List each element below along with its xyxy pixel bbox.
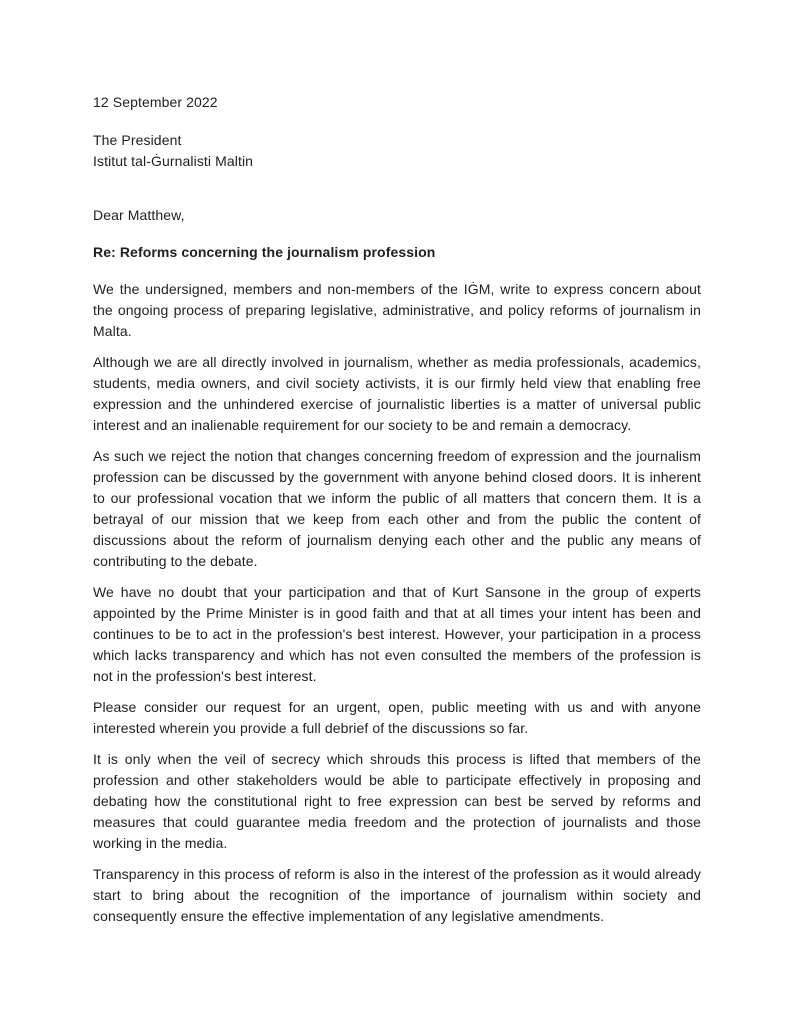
body-paragraph: Transparency in this process of reform is also in the interest of the profession as it would already start to bring about the recognition of the importance of journalism within society and consequently ensure the effective implementation of any legislative amendments. bbox=[93, 866, 701, 924]
body-paragraph: Please consider our request for an urgent, open, public meeting with us and with anyone interested wherein you provide a full debrief of the discussions so far. bbox=[93, 699, 701, 736]
recipient-block bbox=[93, 130, 701, 172]
recipient-title: The President bbox=[93, 132, 182, 148]
body-paragraph: We have no doubt that your participation and that of Kurt Sansone in the group of experts appointed by the Prime Minister is in good faith and that at all times your intent has been and continues to be to act in the profession's best interest. However, your participation in a process which lacks transparency and which has not even consulted the members of the profession is not in the profession's best interest. bbox=[93, 584, 701, 684]
salutation: Dear Matthew, bbox=[93, 207, 185, 223]
letter-content bbox=[93, 92, 701, 937]
body-paragraph: As such we reject the notion that changes concerning freedom of expression and the journalism profession can be discussed by the government with anyone behind closed doors. It is inherent to our professional vocation that we inform the public of all matters that concern them. It is a betrayal of our mission that we keep from each other and from the public the content of discussions about the reform of journalism denying each other and the public any means of contributing to the debate. bbox=[93, 448, 701, 569]
body-paragraph: We the undersigned, members and non-members of the IĠM, write to express concern about the ongoing process of preparing legislative, administrative, and policy reforms of journalism in Malta. bbox=[93, 281, 701, 339]
recipient-organization: Istitut tal-Ġurnalisti Maltin bbox=[93, 153, 254, 169]
subject-line: Re: Reforms concerning the journalism profession bbox=[93, 244, 436, 260]
body-paragraph: Although we are all directly involved in journalism, whether as media professionals, academics, students, media owners, and civil society activists, it is our firmly held view that enabling free expression and the unhindered exercise of journalistic liberties is a matter of universal public interest and an inalienable requirement for our society to be and remain a democracy. bbox=[93, 354, 701, 433]
letter-date: 12 September 2022 bbox=[93, 94, 218, 110]
body-paragraph: It is only when the veil of secrecy which shrouds this process is lifted that members of the profession and other stakeholders would be able to participate effectively in proposing and debating how the constitutional right to free expression can best be served by reforms and measures that could guarantee media freedom and the protection of journalists and those working in the media. bbox=[93, 751, 701, 851]
